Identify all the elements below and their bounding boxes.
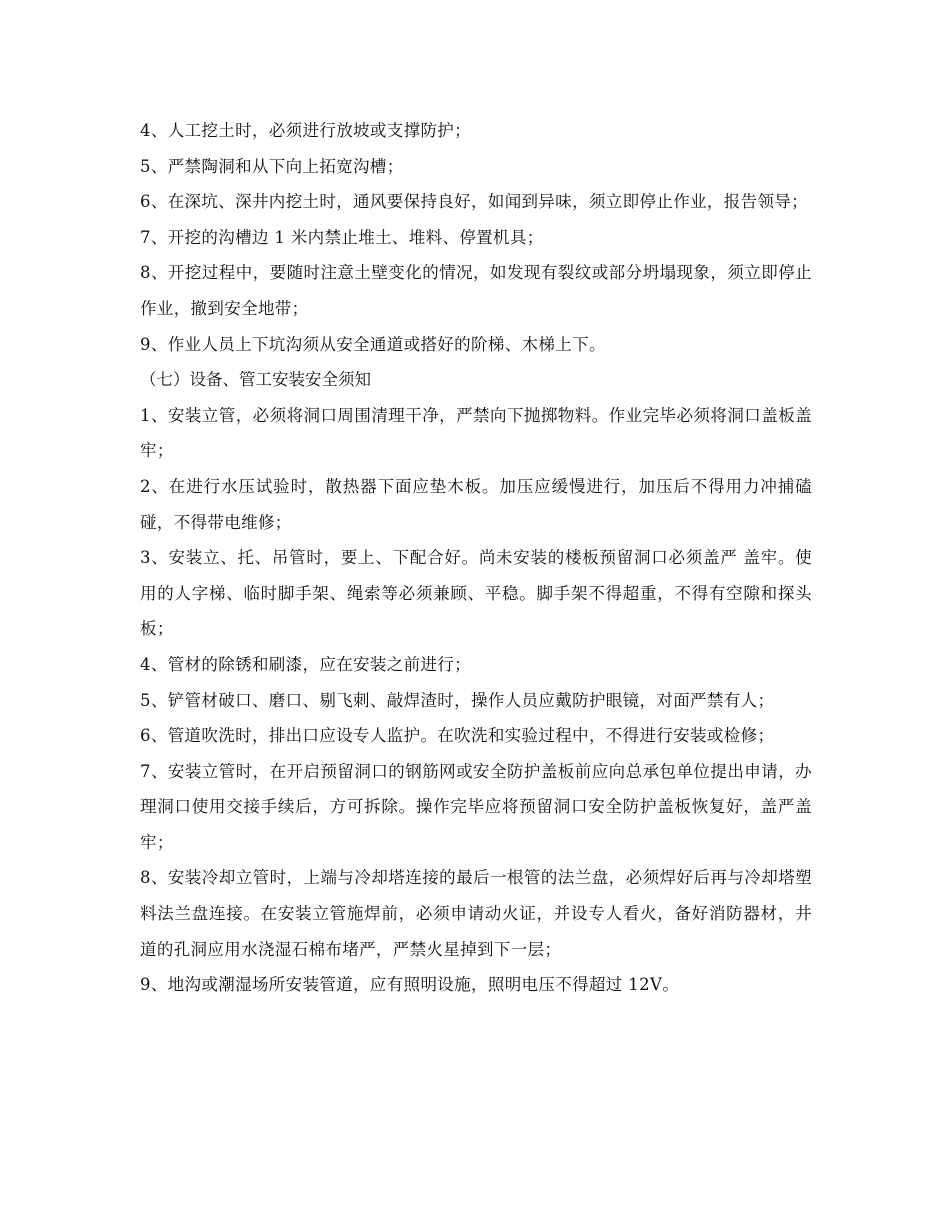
paragraph-item-9: 9、作业人员上下坑沟须从安全通道或搭好的阶梯、木梯上下。 xyxy=(140,334,606,354)
section-item-2: 2、在进行水压试验时，散热器下面应垫木板。加压应缓慢进行，加压后不得用力冲捕磕碰，不得带电维修； xyxy=(140,476,812,532)
section-item-3: 3、安装立、托、吊管时，要上、下配合好。尚未安装的楼板预留洞口必须盖严 盖牢。使用的人字梯、临时脚手架、绳索等必须兼顾、平稳。脚手架不得超重，不得有空隙和探头板； xyxy=(140,548,812,639)
section-item-5: 5、铲管材破口、磨口、剔飞刺、敲焊渣时，操作人员应戴防护眼镜，对面严禁有人； xyxy=(140,690,775,710)
paragraph-item-7: 7、开挖的沟槽边 1 米内禁止堆土、堆料、停置机具； xyxy=(140,227,544,247)
paragraph-item-4: 4、人工挖土时，必须进行放坡或支撑防护； xyxy=(140,121,471,140)
section-item-7: 7、安装立管时，在开启预留洞口的钢筋网或安全防护盖板前应向总承包单位提出申请，办理洞口使用交接手续后，方可拆除。操作完毕应将预留洞口安全防护盖板恢复好，盖严盖牢； xyxy=(140,761,812,852)
section-item-4: 4、管材的除锈和刷漆，应在安装之前进行； xyxy=(140,654,471,674)
section-item-9: 9、地沟或潮湿场所安装管道，应有照明设施，照明电压不得超过 12V。 xyxy=(140,975,680,995)
paragraph-item-8: 8、开挖过程中，要随时注意土壁变化的情况，如发现有裂纹或部分坍塌现象，须立即停止作业，撤到安全地带； xyxy=(140,263,812,318)
document-page xyxy=(140,113,812,1003)
paragraph-item-5: 5、严禁陶洞和从下向上拓宽沟槽； xyxy=(140,156,404,176)
paragraph-item-6: 6、在深坑、深井内挖土时，通风要保持良好，如闻到异味，须立即停止作业，报告领导； xyxy=(140,192,808,212)
section-item-8: 8、安装冷却立管时，上端与冷却塔连接的最后一根管的法兰盘，必须焊好后再与冷却塔塑料法兰盘连接。在安装立管施焊前，必须申请动火证，并设专人看火，备好消防器材，井道的孔洞应用水浇湿石棉布堵严，严禁火星掉到下一层； xyxy=(140,868,812,959)
section-item-1: 1、安装立管，必须将洞口周围清理干净，严禁向下抛掷物料。作业完毕必须将洞口盖板盖牢； xyxy=(140,405,812,461)
section-heading: （七）设备、管工安装安全须知 xyxy=(140,370,371,390)
section-item-6: 6、管道吹洗时，排出口应设专人监护。在吹洗和实验过程中，不得进行安装或检修； xyxy=(140,726,775,746)
